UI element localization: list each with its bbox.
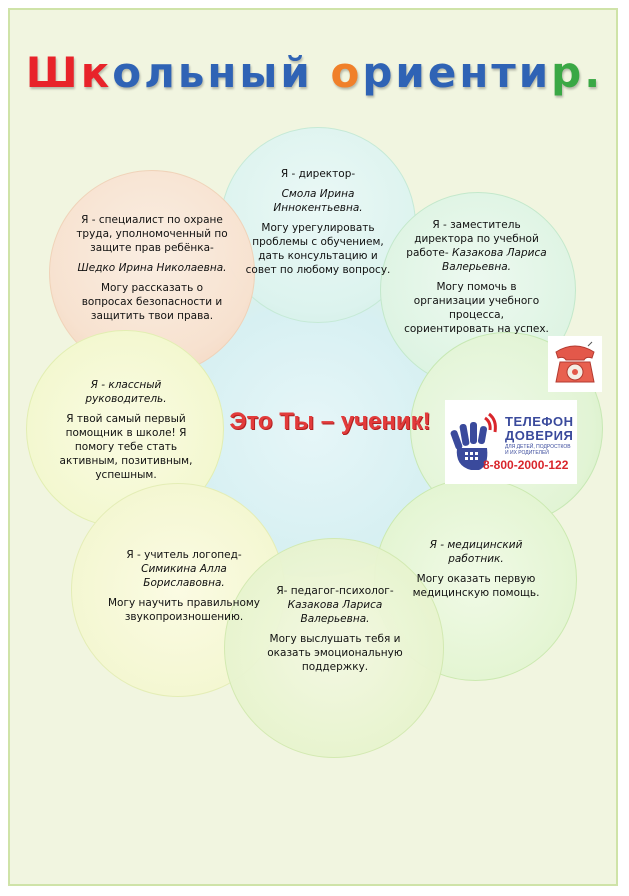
psychologist-desc: Могу выслушать тебя и оказать эмоциональную поддержку.: [267, 633, 403, 673]
hotline-line1: ТЕЛЕФОН: [505, 414, 574, 429]
title-letter: о: [330, 48, 363, 97]
director-text: [243, 167, 393, 283]
psychologist-text: [260, 584, 410, 680]
medic-role: Я - медицинский работник.: [429, 539, 523, 565]
director-desc: Могу урегулировать проблемы с обучением, дать консультацию и совет по любому вопросу.: [245, 222, 391, 276]
title-letter: ы: [239, 48, 281, 97]
title-letter: р: [551, 48, 585, 97]
title-letter: Ш: [25, 48, 81, 97]
phone-icon: [548, 336, 602, 392]
hotline-sub1: ДЛЯ ДЕТЕЙ, ПОДРОСТКОВ: [505, 444, 571, 450]
deputy-desc: Могу помочь в организации учебного процесса, сориентировать на успех.: [404, 281, 549, 335]
psychologist-role: Я- педагог-психолог-: [276, 585, 394, 597]
child-rights-desc: Могу рассказать о вопросах безопасности и защитить твои права.: [81, 282, 223, 322]
title-letter: ь: [177, 48, 208, 97]
director-name: Смола Ирина Иннокентьевна.: [273, 188, 363, 214]
child-rights-text: [76, 213, 228, 329]
child-rights-name: Шедко Ирина Николаевна.: [77, 262, 227, 274]
title-letter: и: [395, 48, 428, 97]
title-letter: р: [362, 48, 396, 97]
deputy-name: Казакова Лариса Валерьевна.: [442, 247, 547, 273]
hotline-number: 8-800-2000-122: [483, 458, 569, 472]
title-letter: й: [280, 48, 313, 97]
hotline-logo: [445, 400, 577, 484]
speech-therapist-role: Я - учитель логопед-: [126, 549, 242, 561]
center-label: Это Ты – ученик!: [229, 408, 431, 435]
speech-therapist-text: [104, 548, 264, 630]
title-letter: и: [518, 48, 552, 97]
deputy-text: [404, 218, 549, 342]
hotline-sub2: И ИХ РОДИТЕЛЕЙ: [505, 450, 549, 456]
title-letter: .: [584, 48, 604, 97]
speech-therapist-desc: Могу научить правильному звукопроизношению.: [107, 597, 261, 623]
psychologist-name: Казакова Лариса Валерьевна.: [287, 599, 383, 625]
title-letter: н: [207, 48, 240, 97]
title-letter: н: [459, 48, 492, 97]
title-letter: [313, 48, 331, 97]
director-role: Я - директор-: [280, 168, 356, 180]
phone-image: [548, 336, 602, 392]
class-teacher-desc: Я твой самый первый помощник в школе! Я помогу тебе стать активным, позитивным, успешным.: [59, 413, 193, 481]
hotline-line2: ДОВЕРИЯ: [505, 428, 574, 443]
title-letter: к: [80, 48, 113, 97]
medic-desc: Могу оказать первую медицинскую помощь.: [412, 573, 540, 599]
class-teacher-role: Я - классный руководитель.: [85, 379, 167, 405]
title-letter: л: [144, 48, 178, 97]
title-letter: е: [427, 48, 460, 97]
speech-therapist-name: Симикина Алла Бориславовна.: [141, 563, 227, 589]
medic-text: [408, 538, 544, 606]
child-rights-role: Я - специалист по охране труда, уполномоченный по защите прав ребёнка-: [76, 214, 228, 254]
page-title: [0, 48, 629, 97]
deputy-role: Я - заместитель директора по учебной работе-: [406, 219, 539, 259]
class-teacher-text: [52, 378, 200, 488]
title-letter: т: [491, 48, 519, 97]
title-letter: о: [112, 48, 145, 97]
